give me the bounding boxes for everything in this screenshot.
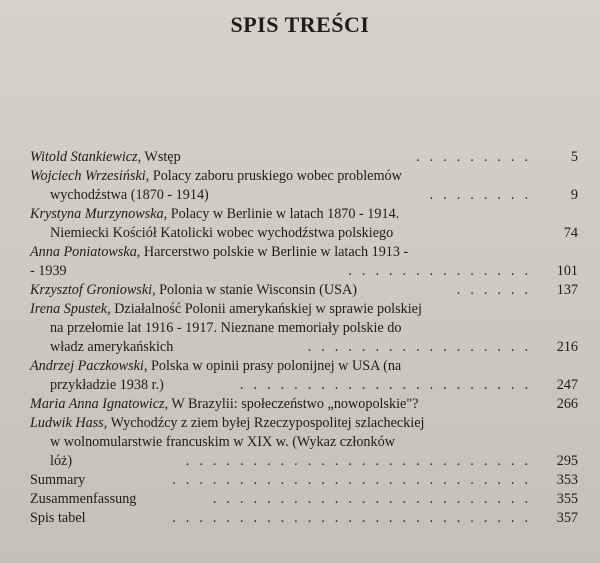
toc-page-number: 247 <box>556 377 578 393</box>
toc-line <box>30 509 578 528</box>
toc-line: Andrzej Paczkowski, Polska w opinii prasy polonijnej w USA (na <box>30 358 402 374</box>
toc-leader-dots: ...................... <box>239 377 538 393</box>
toc-page-number: 101 <box>556 263 578 279</box>
toc-author: Krystyna Murzynowska <box>30 206 164 222</box>
toc-line <box>30 376 578 395</box>
toc-entry <box>30 243 578 281</box>
toc-title: Polacy w Berlinie w latach 1870 - 1914. <box>170 206 400 222</box>
toc-line: Krzysztof Groniowski, Polonia w stanie Wisconsin (USA) ...... 137 <box>30 282 578 298</box>
toc-entry <box>30 357 578 395</box>
table-of-contents <box>30 148 578 528</box>
toc-author: Andrzej Paczkowski <box>30 358 144 374</box>
toc-leader-dots: .......................... <box>185 453 538 469</box>
toc-line: Witold Stankiewicz, Wstęp ......... 5 <box>30 149 578 165</box>
toc-leader-dots: .............. <box>348 263 538 279</box>
toc-line <box>30 262 578 281</box>
toc-line: Anna Poniatowska, Harcerstwo polskie w Berlinie w latach 1913 - <box>30 244 409 260</box>
toc-page-number: 74 <box>563 225 578 241</box>
toc-title: Wstęp <box>144 149 181 165</box>
toc-entry <box>30 148 578 167</box>
toc-leader-dots: ................. <box>307 339 538 355</box>
toc-entry <box>30 509 578 528</box>
toc-line: Ludwik Hass, Wychodźcy z ziem byłej Rzeczypospolitej szlacheckiej <box>30 415 425 431</box>
toc-line: Maria Anna Ignatowicz, W Brazylii: społeczeństwo „nowopolskie"? 266 <box>30 396 578 412</box>
toc-leader-dots: ........................... <box>172 472 538 488</box>
toc-page-number: 353 <box>556 472 578 488</box>
toc-entry <box>30 414 578 471</box>
toc-author: Wojciech Wrzesiński <box>30 168 146 184</box>
toc-author: Ludwik Hass <box>30 415 104 431</box>
toc-title: Polacy zaboru pruskiego wobec problemów <box>152 168 402 184</box>
toc-title: W Brazylii: społeczeństwo „nowopolskie"? <box>171 396 419 412</box>
toc-title: Summary <box>30 472 86 488</box>
toc-title: Zusammenfassung <box>30 491 137 507</box>
toc-line <box>30 186 578 205</box>
toc-line <box>30 490 578 509</box>
toc-entry <box>30 471 578 490</box>
toc-title-continued: władz amerykańskich <box>50 339 174 355</box>
toc-title: Spis tabel <box>30 510 86 526</box>
toc-leader-dots: ...... <box>456 282 538 298</box>
toc-title-continued: - 1939 <box>30 263 67 279</box>
toc-title: Działalność Polonii amerykańskiej w sprawie polskiej <box>114 301 422 317</box>
toc-leader-dots: ......... <box>416 149 538 165</box>
toc-title: Harcerstwo polskie w Berlinie w latach 1913 - <box>143 244 409 260</box>
toc-leader-dots: ........ <box>429 187 538 203</box>
toc-entry <box>30 300 578 357</box>
toc-title-continued: w wolnomularstwie francuskim w XIX w. (Wykaz członków <box>50 434 395 450</box>
toc-entry <box>30 205 578 243</box>
toc-title-continued: Niemiecki Kościół Katolicki wobec wychodźstwa polskiego <box>50 225 394 241</box>
toc-title-continued: wychodźstwa (1870 - 1914) <box>50 187 209 203</box>
page-title: SPIS TREŚCI <box>230 12 370 37</box>
toc-line <box>30 452 578 471</box>
toc-entry <box>30 281 578 300</box>
toc-author: Anna Poniatowska <box>30 244 137 260</box>
toc-author: Witold Stankiewicz <box>30 149 138 165</box>
toc-author: Krzysztof Groniowski <box>30 282 153 298</box>
toc-page-number: 295 <box>556 453 578 469</box>
toc-entry <box>30 395 578 414</box>
toc-title: Polska w opinii prasy polonijnej w USA (na <box>150 358 402 374</box>
toc-page-number: 266 <box>556 396 578 412</box>
toc-page-number: 216 <box>556 339 578 355</box>
toc-line: Irena Spustek, Działalność Polonii amerykańskiej w sprawie polskiej <box>30 301 422 317</box>
toc-line <box>30 319 578 338</box>
toc-leader-dots: ........................ <box>212 491 538 507</box>
toc-title-continued: przykładzie 1938 r.) <box>50 377 164 393</box>
toc-title: Polonia w stanie Wisconsin (USA) <box>159 282 357 298</box>
toc-author: Maria Anna Ignatowicz <box>30 396 165 412</box>
toc-title-continued: lóż) <box>50 453 73 469</box>
toc-entry <box>30 167 578 205</box>
toc-page-number: 5 <box>570 149 578 165</box>
toc-line <box>30 338 578 357</box>
toc-line: Wojciech Wrzesiński, Polacy zaboru pruskiego wobec problemów <box>30 168 402 184</box>
toc-line <box>30 433 578 452</box>
toc-line: Krystyna Murzynowska, Polacy w Berlinie w latach 1870 - 1914. <box>30 206 400 222</box>
toc-line <box>30 224 578 243</box>
toc-page-number: 357 <box>556 510 578 526</box>
toc-title-continued: na przełomie lat 1916 - 1917. Nieznane memoriały polskie do <box>50 320 402 336</box>
toc-title: Wychodźcy z ziem byłej Rzeczypospolitej szlacheckiej <box>110 415 425 431</box>
toc-author: Irena Spustek <box>30 301 108 317</box>
toc-page-number: 9 <box>570 187 578 203</box>
toc-entry <box>30 490 578 509</box>
toc-page-number: 137 <box>556 282 578 298</box>
toc-leader-dots: ........................... <box>172 510 538 526</box>
toc-page-number: 355 <box>556 491 578 507</box>
toc-line <box>30 471 578 490</box>
